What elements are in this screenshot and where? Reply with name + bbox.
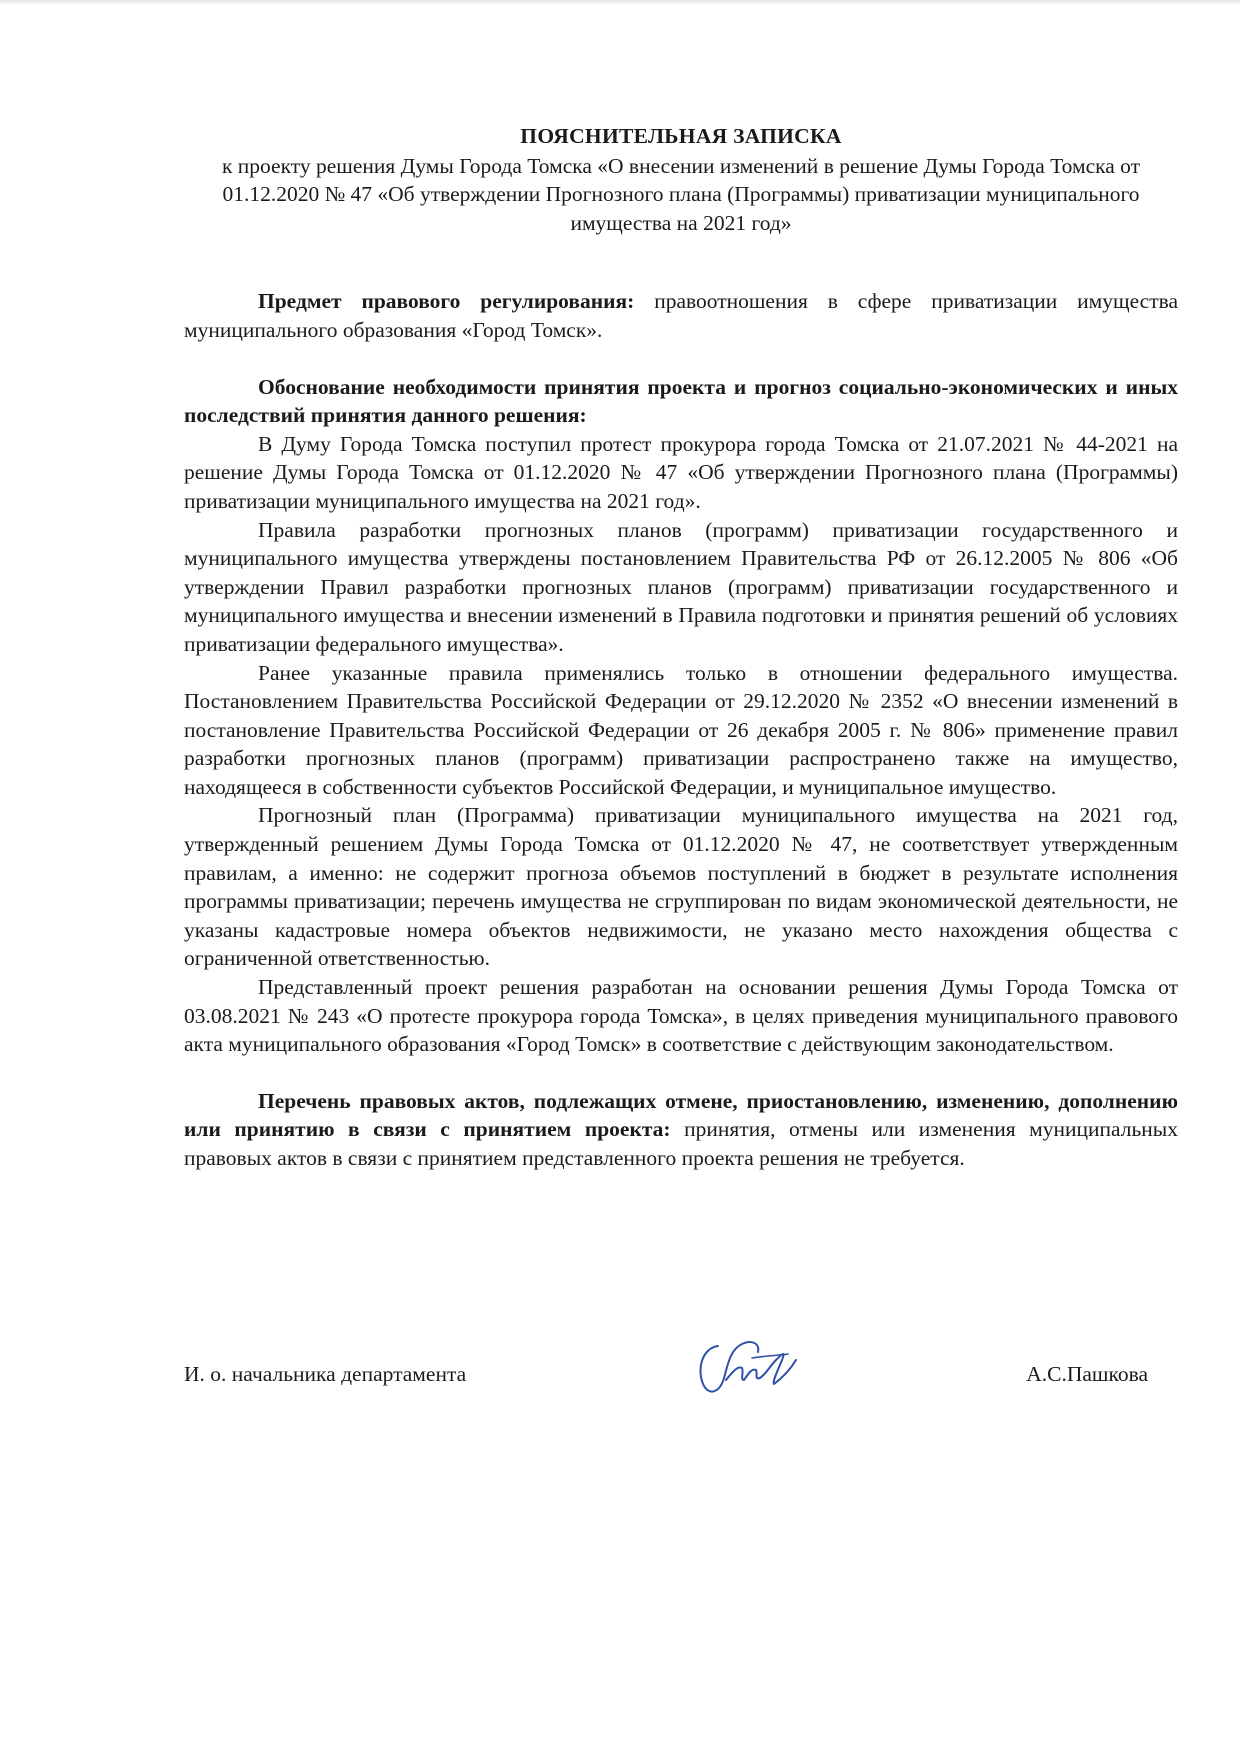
justification-paragraph: Прогнозный план (Программа) приватизации муниципального имущества на 2021 год, утвержденный решением Думы Города Томска от 01.12.2020 № 47, не соответствует утвержденным правилам, а именно: не содержит прогноза объемов поступлений в бюджет в результате исполнения программы приватизации; перечень имущества не сгруппирован по видам экономической деятельности, не указаны кадастровые номера объектов недвижимости, не указано место нахождения общества с ограниченной ответственностью. [184, 803, 1178, 971]
spacer [184, 265, 1178, 287]
scan-edge [0, 0, 1240, 6]
justification-paragraph: Ранее указанные правила применялись только в отношении федерального имущества. Постановлением Правительства Российской Федерации от 29.12.2020 № 2352 «О внесении изменений в постановление Правительства Российской Федерации от 26 декабря 2005 г. № 806» применение правил разработки прогнозных планов (программ) приватизации распространено также на имущество, находящееся в собственности субъектов Российской Федерации, и муниципальное имущество. [184, 660, 1178, 799]
acts-text: принятия, отмены или изменения муниципальных правовых актов в связи с принятием представленного проекта решения не требуется. [184, 1117, 1178, 1170]
spacer [184, 237, 1178, 265]
signer-position: И. о. начальника департамента [184, 1362, 467, 1386]
spacer [184, 345, 1178, 373]
signature-block [184, 1330, 1178, 1410]
spacer [184, 1059, 1178, 1087]
acts-paragraph [184, 1087, 1178, 1173]
subject-label: Предмет правового регулирования: [258, 289, 635, 314]
justification-paragraph: Правила разработки прогнозных планов (программ) приватизации государственного и муниципального имущества утверждены постановлением Правительства РФ от 26.12.2005 № 806 «Об утверждении Правил разработки прогнозных планов (программ) приватизации государственного и муниципального имущества и внесении изменений в Правила подготовки и принятия решений об условиях приватизации федерального имущества». [184, 517, 1178, 656]
document-title: ПОЯСНИТЕЛЬНАЯ ЗАПИСКА [520, 124, 842, 148]
subject-text: правоотношения в сфере приватизации имущества муниципального образования «Город Томск». [184, 289, 1178, 342]
justification-label: Обоснование необходимости принятия проекта и прогноз социально-экономических и иных последствий принятия данного решения: [184, 374, 1178, 428]
acts-label: Перечень правовых актов, подлежащих отмене, приостановлению, изменению, дополнению или принятию в связи с принятием проекта: [184, 1088, 1178, 1142]
signer-name: А.С.Пашкова [1026, 1362, 1148, 1386]
document-subtitle: к проекту решения Думы Города Томска «О внесении изменений в решение Думы Города Томска от 01.12.2020 № 47 «Об утверждении Прогнозного плана (Программы) приватизации муниципального имущества на 2021 год» [221, 153, 1141, 235]
document-page [184, 122, 1178, 1173]
justification-heading [184, 373, 1178, 430]
justification-paragraph: В Думу Города Томска поступил протест прокурора города Томска от 21.07.2021 № 44-2021 на решение Думы Города Томска от 01.12.2020 № 47 «Об утверждении Прогнозного плана (Программы) приватизации муниципального имущества на 2021 год». [184, 431, 1178, 513]
handwritten-signature [690, 1330, 810, 1410]
subject-paragraph [184, 287, 1178, 344]
justification-paragraph: Представленный проект решения разработан на основании решения Думы Города Томска от 03.08.2021 № 243 «О протесте прокурора города Томска», в целях приведения муниципального правового акта муниципального образования «Город Томск» в соответствие с действующим законодательством. [184, 975, 1178, 1057]
